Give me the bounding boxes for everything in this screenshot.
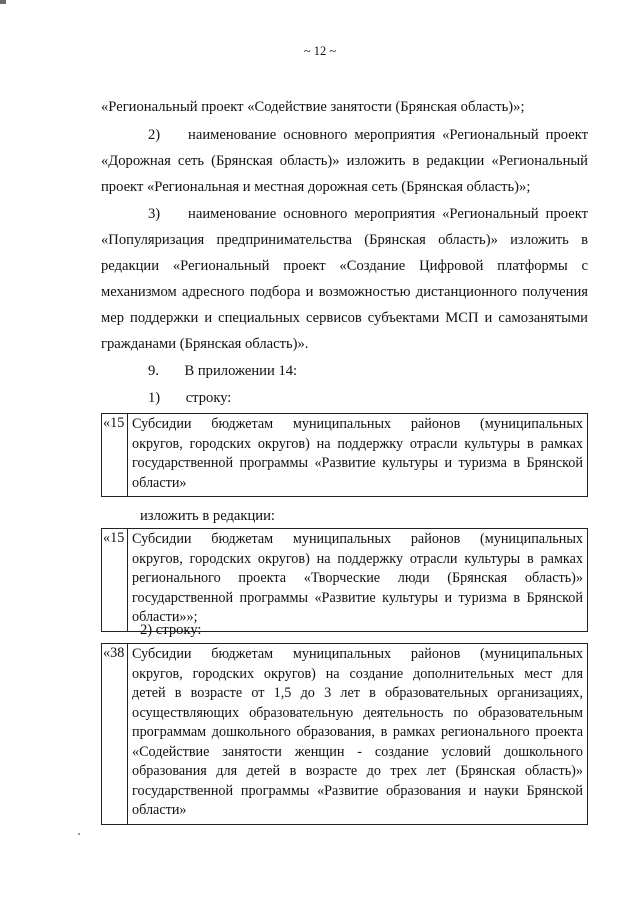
row-text xyxy=(128,414,588,497)
row-text-line: области» xyxy=(132,802,187,818)
scan-edge-mark xyxy=(0,0,6,4)
paragraph-line: гражданами (Брянская область)». xyxy=(101,336,309,352)
row-text-line: области» xyxy=(132,474,187,491)
row-number: «38 xyxy=(102,644,128,825)
row-text xyxy=(128,644,588,825)
row-text-line: государственной программы «Развитие культуры и туризма в Брянской xyxy=(132,455,583,471)
table-row-38-old xyxy=(101,643,588,825)
row-text-line: округов, городских округов) на создание дополнительных мест для xyxy=(132,665,583,682)
paragraph-line: «Дорожная сеть (Брянская область)» изложить в редакции «Региональный xyxy=(101,153,588,169)
paragraph-line: редакции «Региональный проект «Создание Цифровой платформы с xyxy=(101,258,588,274)
page-number: ~ 12 ~ xyxy=(303,44,337,58)
paragraph-line: 1) строку: xyxy=(148,390,232,406)
table-row-15-old xyxy=(101,413,588,497)
paragraph-line: мер поддержки и специальных сервисов субъектами МСП и самозанятыми xyxy=(101,310,588,326)
row-text-line: осуществляющих образовательную деятельность по образовательным xyxy=(132,704,583,721)
row-text-line: детей в возрасте от 1,5 до 3 лет в образовательных организациях, xyxy=(132,685,583,701)
row-text-line: «Содействие занятости женщин - создание условий дошкольного xyxy=(132,743,583,760)
row-text-line: государственной программы «Развитие образования и науки Брянской xyxy=(132,782,583,799)
row-text-line: округов, городских округов) на поддержку отрасли культуры в рамках xyxy=(132,550,583,567)
row-text-line: регионального проекта «Творческие люди (Брянская область)» xyxy=(132,570,583,586)
paragraph-line: 2) наименование основного мероприятия «Региональный проект xyxy=(148,127,588,143)
row-text-line: Субсидии бюджетам муниципальных районов (муниципальных xyxy=(132,416,583,432)
row-text-line: округов, городских округов) на поддержку отрасли культуры в рамках xyxy=(132,435,583,452)
row-number: «15 xyxy=(102,529,128,632)
table-row-15-new xyxy=(101,528,588,632)
paragraph-line: механизмом адресного подбора и возможностью дистанционного получения xyxy=(101,284,588,300)
row-text-line: программам дошкольного образования, в рамках регионального проекта xyxy=(132,724,583,740)
row-number: «15 xyxy=(102,414,128,497)
row-text-line: образования для детей в возрасте до трех лет (Брянская область)» xyxy=(132,763,583,779)
paragraph-line: 9. В приложении 14: xyxy=(148,363,298,379)
paragraph-line: «Региональный проект «Содействие занятости (Брянская область)»; xyxy=(101,99,525,115)
paragraph-line: «Популяризация предпринимательства (Брянская область)» изложить в xyxy=(101,232,588,248)
row-text xyxy=(128,529,588,632)
caption-row: 2) строку: xyxy=(140,622,202,638)
row-text-line: Субсидии бюджетам муниципальных районов (муниципальных xyxy=(132,531,583,547)
row-text-line: области»»; xyxy=(132,609,198,625)
caption-edit: изложить в редакции: xyxy=(140,508,275,524)
row-text-line: Субсидии бюджетам муниципальных районов (муниципальных xyxy=(132,646,583,662)
paragraph-line: проект «Региональная и местная дорожная сеть (Брянская область)»; xyxy=(101,179,531,195)
row-text-line: государственной программы «Развитие культуры и туризма в Брянской xyxy=(132,589,583,606)
paragraph-line: 3) наименование основного мероприятия «Региональный проект xyxy=(148,206,588,222)
scan-speck xyxy=(78,833,80,835)
